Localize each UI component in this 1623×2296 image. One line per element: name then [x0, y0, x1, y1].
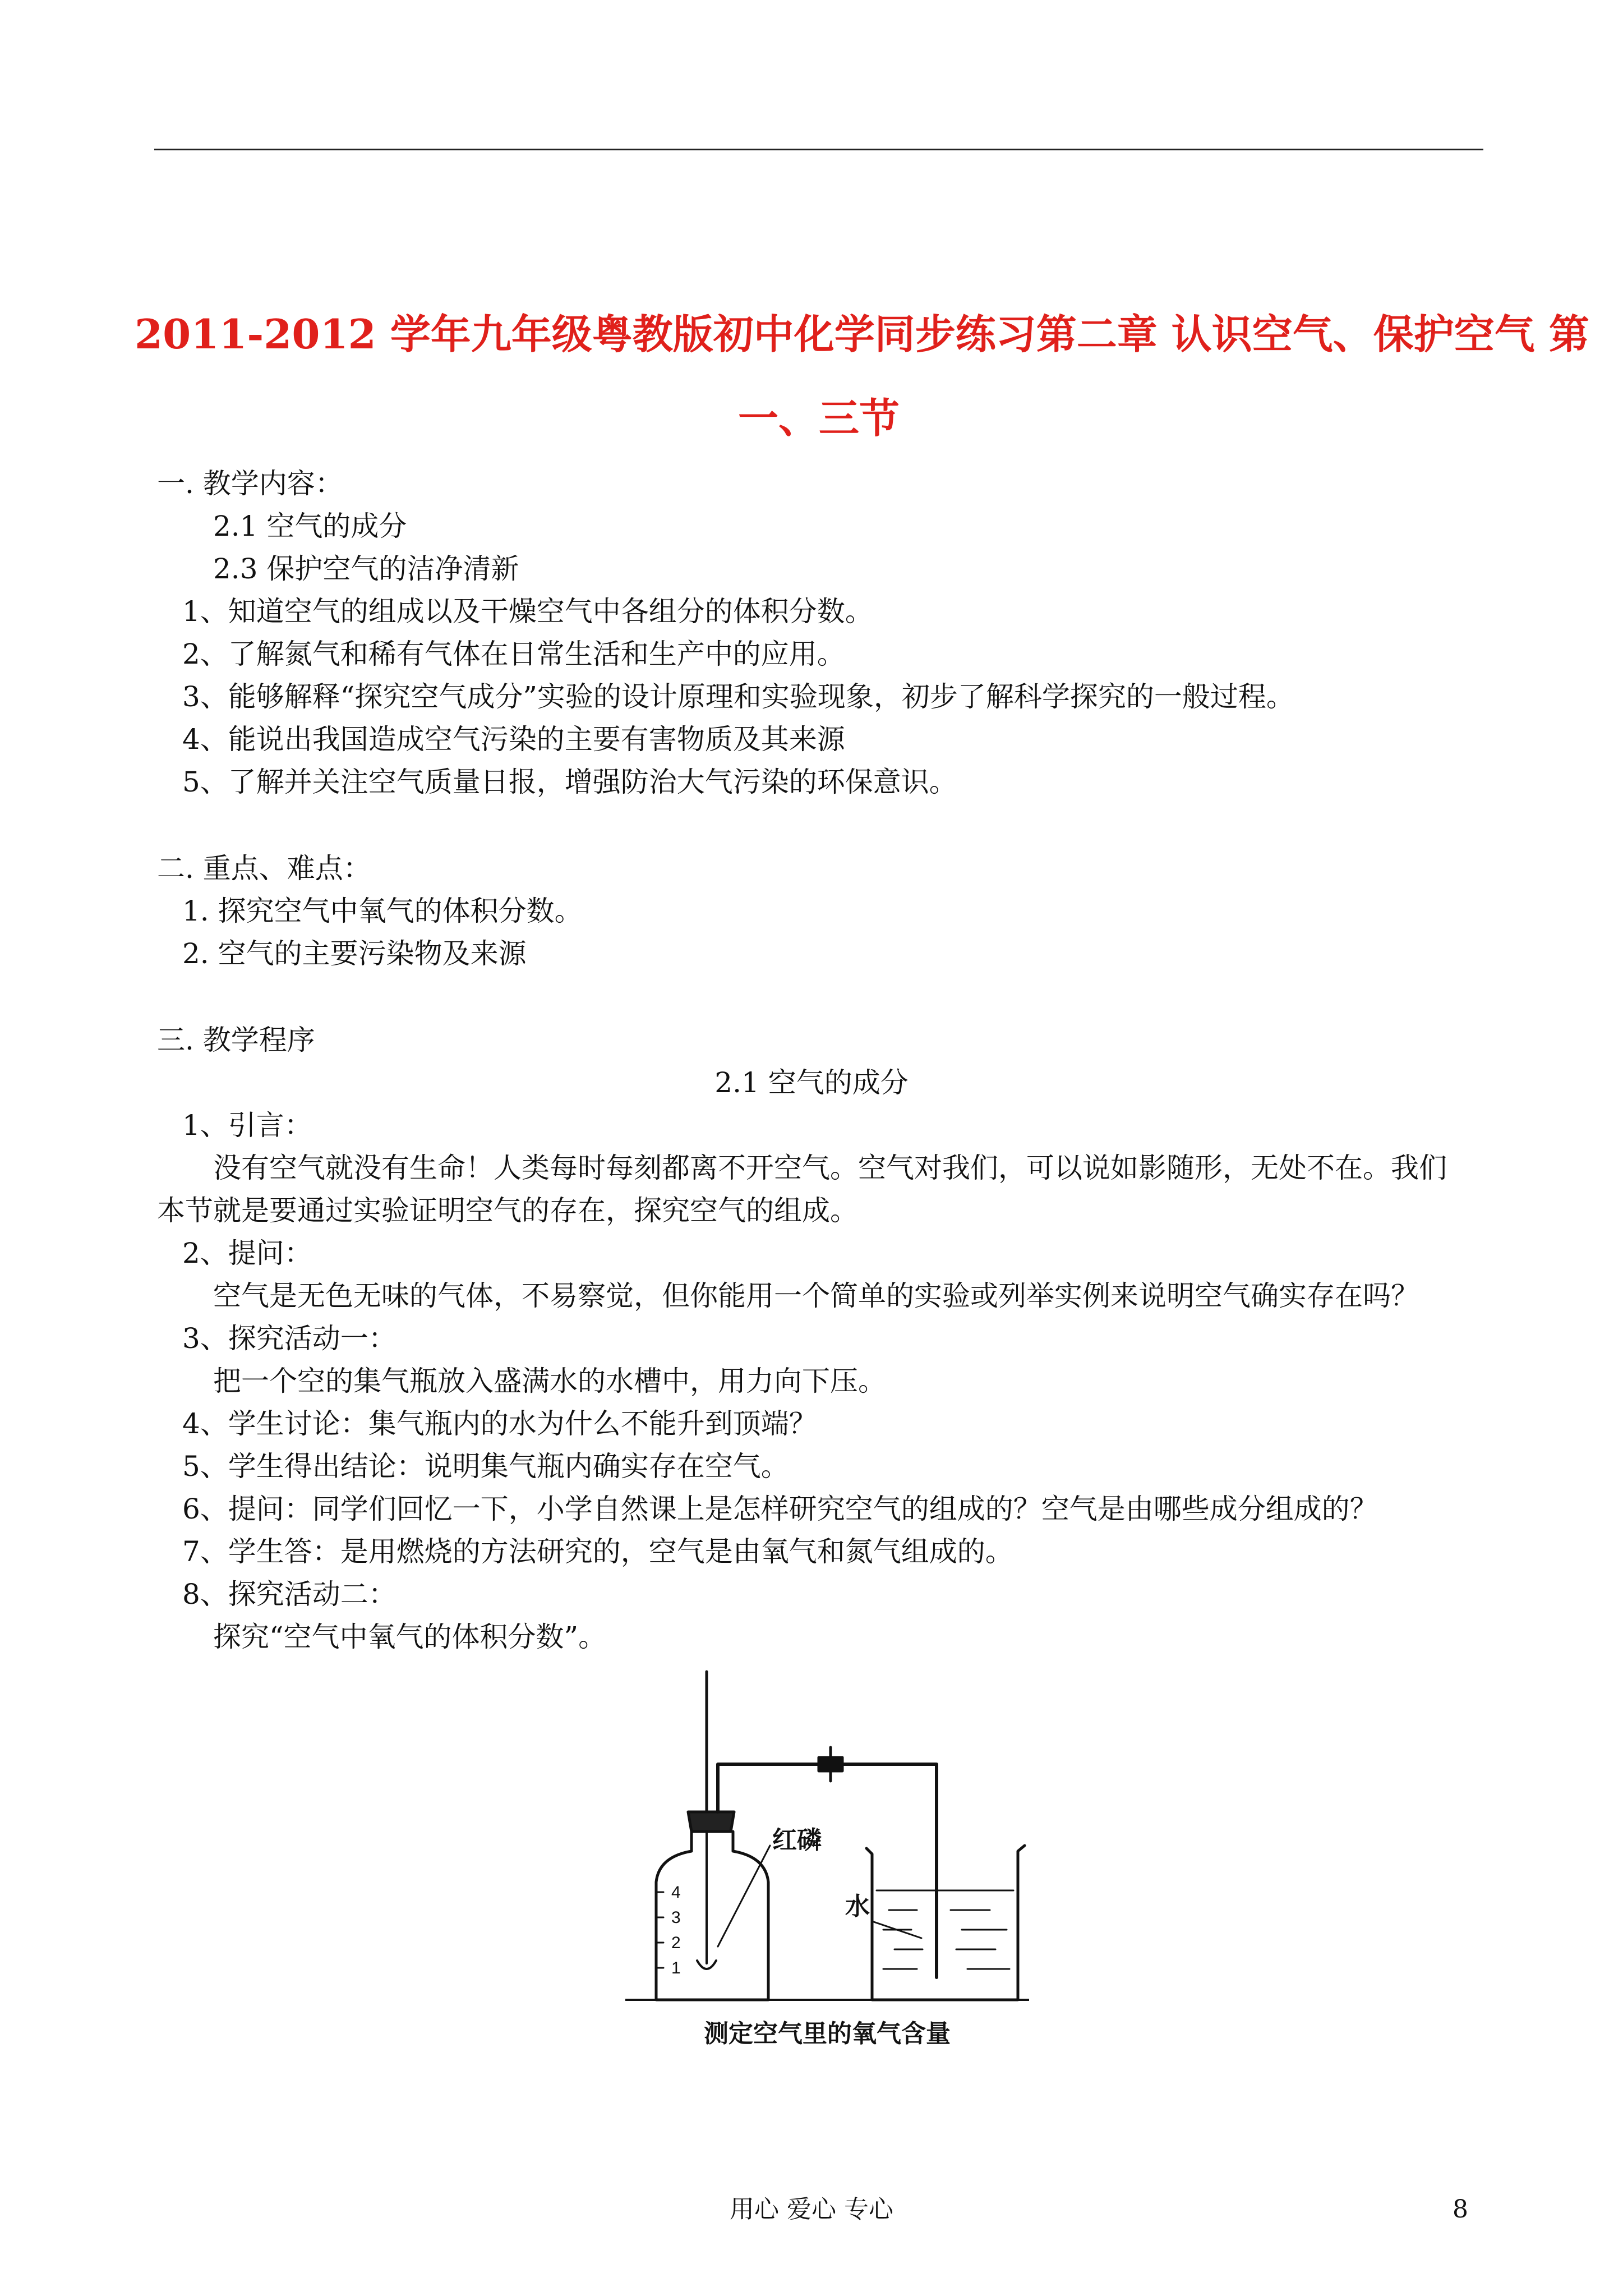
figure-caption: 测定空气里的氧气含量 [704, 2019, 951, 2045]
step-3-paragraph: 把一个空的集气瓶放入盛满水的水槽中，用力向下压。 [213, 1365, 886, 1397]
goal-2: 2、了解氮气和稀有气体在日常生活和生产中的应用。 [182, 638, 845, 670]
step-8: 8、探究活动二： [182, 1578, 396, 1611]
step-4: 4、学生讨论：集气瓶内的水为什么不能升到顶端？ [182, 1407, 817, 1440]
goal-3: 3、能够解释“探究空气成分”实验的设计原理和实验现象，初步了解科学探究的一般过程。 [182, 680, 1294, 713]
step-1-paragraph-cont: 本节就是要通过实验证明空气的存在，探究空气的组成。 [157, 1194, 858, 1227]
document-title-line-1: 2011-2012 学年九年级粤教版初中化学同步练习第二章 认识空气、保护空气 第 [135, 310, 1589, 358]
step-2-paragraph: 空气是无色无味的气体，不易察觉，但你能用一个简单的实验或列举实例来说明空气确实存在吗？ [213, 1280, 1419, 1312]
footer-text: 用心 爱心 专心 [730, 2195, 893, 2224]
connecting-tube [718, 1764, 937, 1977]
goal-5: 5、了解并关注空气质量日报，增强防治大气污染的环保意识。 [182, 766, 957, 798]
goal-4: 4、能说出我国造成空气污染的主要有害物质及其来源 [182, 723, 845, 756]
scale-mark-4: 4 [671, 1883, 681, 1902]
section-1-heading: 一. 教学内容： [157, 467, 343, 500]
goal-1: 1、知道空气的组成以及干燥空气中各组分的体积分数。 [182, 595, 873, 628]
step-7: 7、学生答：是用燃烧的方法研究的，空气是由氧气和氮气组成的。 [182, 1535, 1013, 1568]
section-3-subtitle: 2.1 空气的成分 [714, 1066, 909, 1099]
header-rule [154, 149, 1483, 150]
section-2-heading: 二. 重点、难点： [157, 852, 371, 885]
step-1-paragraph: 没有空气就没有生命！人类每时每刻都离不开空气。空气对我们，可以说如影随形，无处不在。我们 [213, 1152, 1447, 1184]
key-point-1: 1. 探究空气中氧气的体积分数。 [182, 895, 583, 927]
apparatus-diagram [625, 1663, 1029, 2045]
topic-2-3: 2.3 保护空气的洁净清新 [213, 553, 519, 585]
step-6: 6、提问：同学们回忆一下，小学自然课上是怎样研究空气的组成的？空气是由哪些成分组成的？ [182, 1493, 1378, 1525]
section-3-heading: 三. 教学程序 [157, 1024, 315, 1056]
label-red-phosphorus: 红磷 [772, 1826, 822, 1855]
topic-2-1: 2.1 空气的成分 [213, 510, 407, 542]
page-number: 8 [1453, 2195, 1468, 2224]
scale-mark-1: 1 [671, 1959, 681, 1977]
step-1: 1、引言： [182, 1109, 312, 1142]
scale-mark-3: 3 [671, 1908, 681, 1927]
rubber-stopper [688, 1812, 734, 1832]
step-3: 3、探究活动一： [182, 1322, 396, 1355]
scale-mark-2: 2 [671, 1934, 681, 1952]
document-title-line-2: 一、三节 [737, 394, 900, 442]
label-water: 水 [845, 1892, 870, 1921]
step-2: 2、提问： [182, 1237, 312, 1269]
key-point-2: 2. 空气的主要污染物及来源 [182, 937, 527, 970]
beaker [866, 1846, 1025, 2000]
step-5: 5、学生得出结论：说明集气瓶内确实存在空气。 [182, 1450, 789, 1483]
oxygen-measurement-figure [625, 1663, 1029, 2045]
step-8-paragraph: 探究“空气中氧气的体积分数”。 [213, 1621, 607, 1653]
